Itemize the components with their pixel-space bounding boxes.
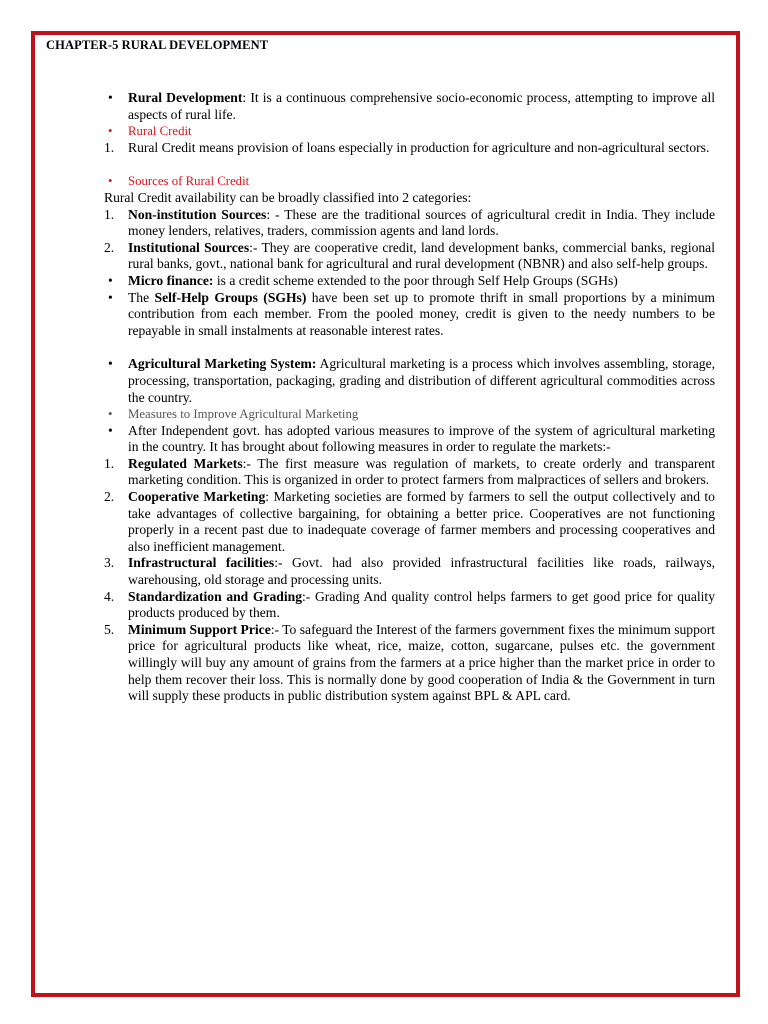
intro-text: Rural Credit availability can be broadly classified into 2 categories: <box>104 189 472 205</box>
list-text: After Independent govt. has adopted various measures to improve of the system of agricultural marketing in the country. It has brought about following measures in order to regulate the markets:- <box>128 422 715 455</box>
list-text: :- They are cooperative credit, land development banks, commercial banks, regional rural banks, govt., national bank for agricultural and rural development (NBNR) and also self-help groups. <box>128 239 715 272</box>
bullet-icon: • <box>108 422 113 438</box>
bullet-icon: • <box>108 174 113 189</box>
list-item-measure-2 <box>104 489 715 555</box>
list-number: 3. <box>104 555 115 571</box>
term-text: Cooperative Marketing <box>128 489 266 505</box>
term-rural-development: Rural Development <box>128 90 243 105</box>
spacer <box>104 339 715 356</box>
spacer <box>104 156 715 173</box>
list-item-measure-3 <box>104 555 715 588</box>
bullet-self-help-groups <box>104 290 715 340</box>
term-text: Minimum Support Price <box>128 621 271 637</box>
list-item-source-1 <box>104 207 715 240</box>
bullet-icon: • <box>108 90 113 105</box>
list-text: Agricultural marketing is a process which involves assembling, storage, processing, transportation, packaging, grading and distribution of different agricultural commodities across the country. <box>128 356 715 405</box>
list-text: Rural Credit means provision of loans especially in production for agriculture and non-agricultural sectors. <box>128 139 710 155</box>
heading-text: Measures to Improve Agricultural Marketing <box>128 407 359 422</box>
bullet-after-independence <box>104 423 715 456</box>
term-text: Self-Help Groups (SGHs) <box>154 289 307 305</box>
list-text: : - These are the traditional sources of agricultural credit in India. They include money lenders, relatives, traders, commission agents and land lords. <box>128 206 715 239</box>
list-item-measure-4 <box>104 589 715 622</box>
list-text: :- To safeguard the Interest of the farmers government fixes the minimum support price for agricultural products like wheat, rice, maize, cotton, sugarcane, pulses etc. the government willingly will buy any amount of grains from the farmers at a price higher than the market price in order to help them recover their loss. This is normally done by good cooperation of India & the Government in turn will supply these products in public distribution system against BPL & APL card. <box>128 621 715 704</box>
list-item-measure-5 <box>104 622 715 705</box>
list-text: The <box>128 289 155 305</box>
page-title: CHAPTER-5 RURAL DEVELOPMENT <box>46 38 269 52</box>
bullet-rural-development <box>104 90 715 123</box>
term-text: Micro finance: <box>128 272 214 288</box>
bullet-icon: • <box>108 356 113 372</box>
list-number: 4. <box>104 588 115 604</box>
document-body <box>104 90 715 705</box>
list-item-measure-1 <box>104 456 715 489</box>
term-text: Agricultural Marketing System: <box>128 356 317 372</box>
list-number: 5. <box>104 621 115 637</box>
heading-measures <box>104 406 715 423</box>
list-item-rural-credit-1 <box>104 140 715 157</box>
list-number: 1. <box>104 455 115 471</box>
list-text: have been set up to promote thrift in small proportions by a minimum contribution from each member. From the pooled money, credit is given to the needy numbers to be repayable in small instalments at reasonable interest rates. <box>128 289 715 338</box>
bullet-icon: • <box>108 407 113 422</box>
bullet-icon: • <box>108 272 113 288</box>
definition-text: : It is a continuous comprehensive socio-economic process, attempting to improve all aspects of rural life. <box>128 90 715 122</box>
heading-text: Rural Credit <box>128 124 192 139</box>
bullet-micro-finance <box>104 273 715 290</box>
heading-rural-credit <box>104 123 715 140</box>
list-text: :- Grading And quality control helps farmers to get good price for quality products produced by them. <box>128 588 715 621</box>
list-text: :- The first measure was regulation of markets, to create orderly and transparent marketing condition. This is organized in order to protect farmers from malpractices of sellers and brokers. <box>128 455 715 488</box>
list-number: 2. <box>104 239 115 255</box>
list-text: :- Govt. had also provided infrastructural facilities like roads, railways, warehousing, old storage and processing units. <box>128 555 716 588</box>
term-text: Standardization and Grading <box>128 588 302 604</box>
list-number: 2. <box>104 489 115 505</box>
heading-text: Sources of Rural Credit <box>128 174 250 189</box>
list-item-source-2 <box>104 240 715 273</box>
heading-sources-of-rural-credit <box>104 173 715 190</box>
list-text: : Marketing societies are formed by farmers to sell the output collectively and to take advantages of collective bargaining, for obtaining a better price. Cooperatives are not functioning properly in a recent past due to inadequate coverage of farmer members and processing cooperatives and also inefficient management. <box>128 489 715 554</box>
bullet-agricultural-marketing-system <box>104 356 715 406</box>
list-number: 1. <box>104 206 115 222</box>
list-text: is a credit scheme extended to the poor through Self Help Groups (SGHs) <box>213 272 618 288</box>
list-number: 1. <box>104 139 115 155</box>
term-text: Institutional Sources <box>128 239 250 255</box>
term-text: Non-institution Sources <box>128 206 267 222</box>
term-text: Regulated Markets <box>128 455 243 471</box>
sources-intro <box>104 190 715 207</box>
term-text: Infrastructural facilities <box>128 555 275 571</box>
bullet-icon: • <box>108 289 113 305</box>
bullet-icon: • <box>108 124 113 139</box>
